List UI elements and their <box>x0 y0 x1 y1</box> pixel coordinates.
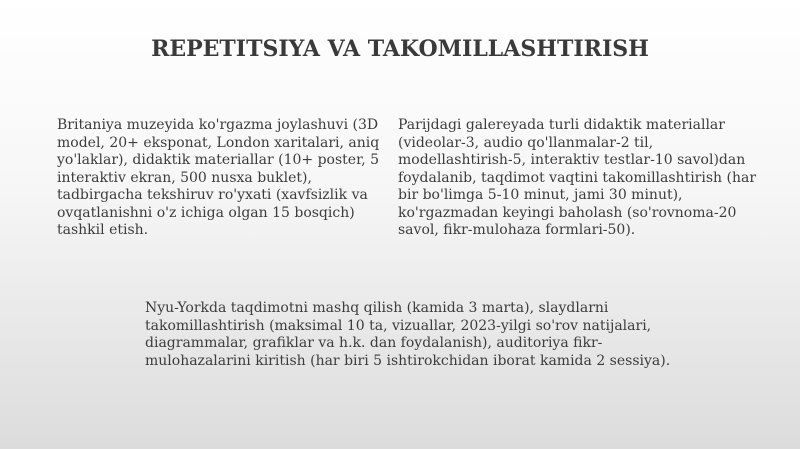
slide-title: REPETITSIYA VA TAKOMILLASHTIRISH <box>151 36 649 62</box>
left-text-block: Britaniya muzeyida ko'rgazma joylashuvi (3D model, 20+ eksponat, London xaritalari, aniq yo'laklar), didaktik materiallar (10+ poster, 5 interaktiv ekran, 500 nusxa buklet), tadbirgacha tekshiruv ro'yxati (xavfsizlik va ovqatlanishni o'z ichiga olgan 15 bosqich) tashkil etish. <box>57 117 380 238</box>
bottom-text-block: Nyu-Yorkda taqdimotni mashq qilish (kamida 3 marta), slaydlarni takomillashtirish (maksimal 10 ta, vizuallar, 2023-yilgi so'rov natijalari, diagrammalar, grafiklar va h.k. dan foydalanish), auditoriya fikr-mulohazalarini kiritish (har biri 5 ishtirokchidan iborat kamida 2 sessiya). <box>145 300 671 369</box>
right-text-block: Parijdagi galereyada turli didaktik materiallar (videolar-3, audio qo'llanmalar-2 til, modellashtirish-5, interaktiv testlar-10 savol)dan foydalanib, taqdimot vaqtini takomillashtirish (har bir bo'limga 5-10 minut, jami 30 minut), ko'rgazmadan keyingi baholash (so'rovnoma-20 savol, fikr-mulohaza formlari-50). <box>398 117 757 238</box>
